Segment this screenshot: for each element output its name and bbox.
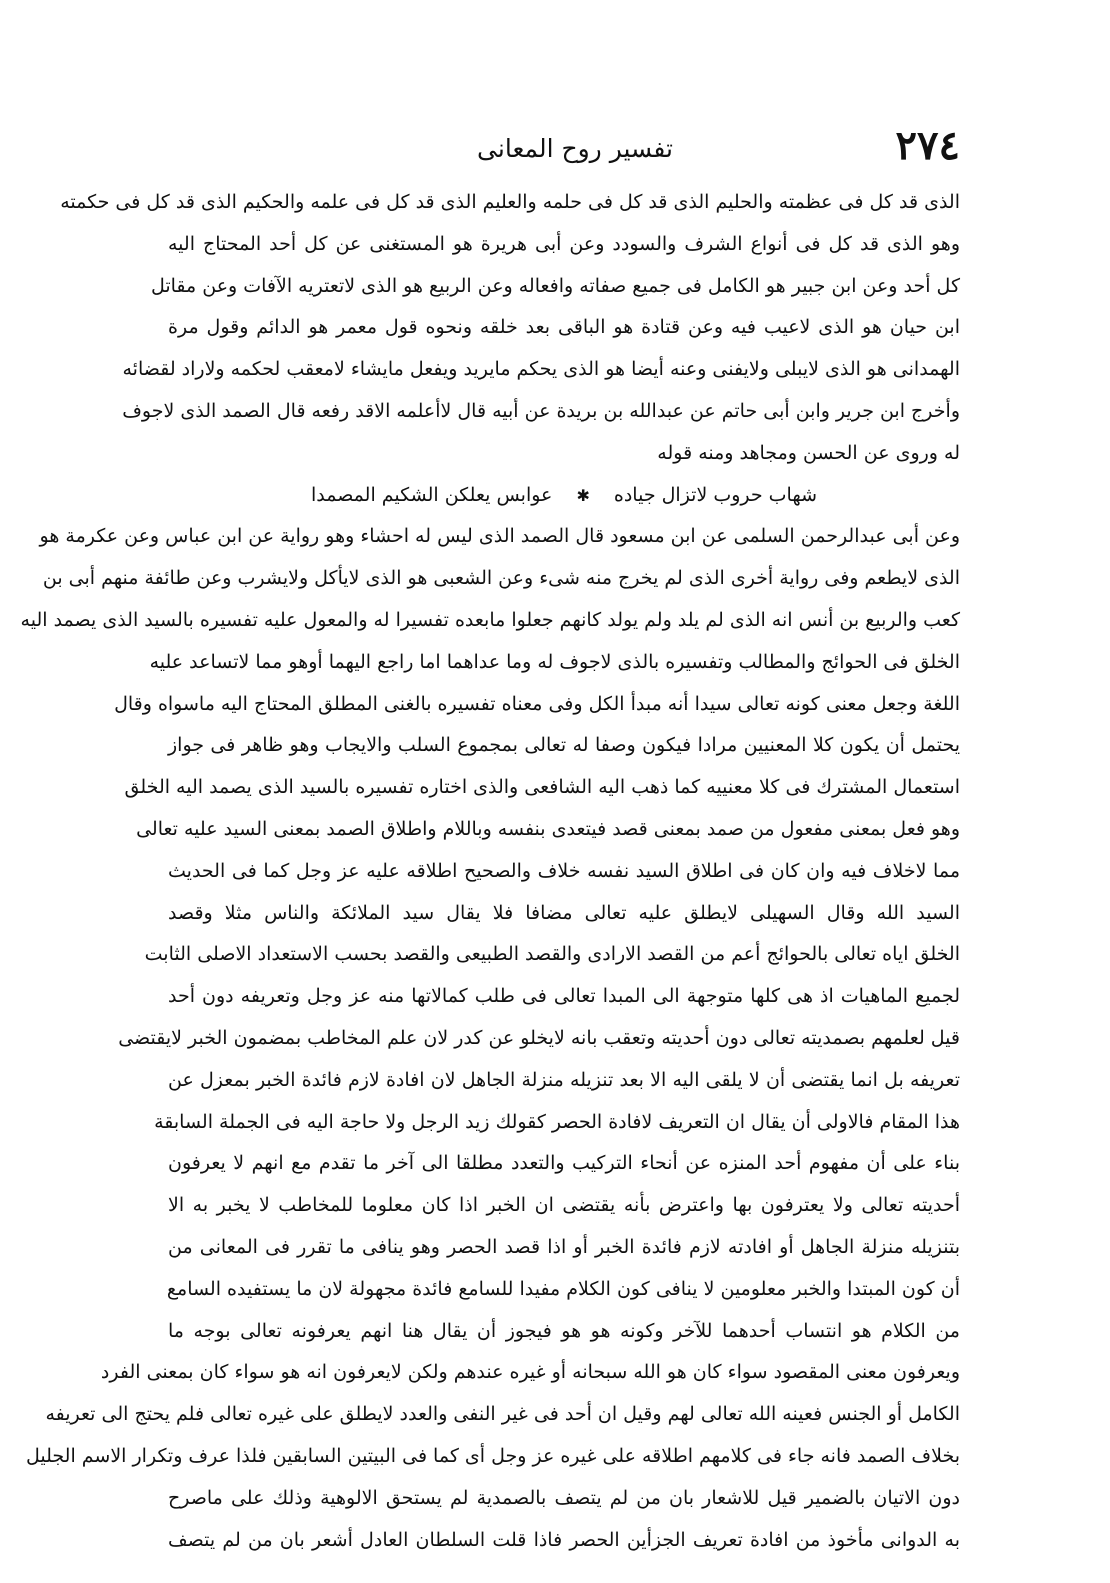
text-line: وهو فعل بمعنى مفعول من صمد بمعنى قصد فيتعدى بنفسه وباللام واطلاق الصمد بمعنى السيد عليه تعالى bbox=[136, 817, 960, 840]
text-line: به الدوانى مأخوذ من افادة تعريف الجزأين الحصر فاذا قلت السلطان العادل أشعر بان من لم يتصف bbox=[168, 1528, 960, 1551]
text-line: هذا المقام فالاولى أن يقال ان التعريف لافادة الحصر كقولك زيد الرجل ولا حاجة اليه فى الجملة السابقة bbox=[154, 1110, 960, 1133]
text-line: تعريفه بل انما يقتضى أن لا يلقى اليه الا بعد تنزيله منزلة الجاهل لان افادة لازم فائدة الخبر بمعزل عن bbox=[168, 1068, 960, 1091]
text-line: أن كون المبتدا والخبر معلومين لا ينافى كون الكلام مفيدا للسامع فائدة مجهولة لان ما يستفيده السامع bbox=[166, 1277, 960, 1300]
text-line: الهمدانى هو الذى لايبلى ولايفنى وعنه أيضا هو الذى يحكم مايريد ويفعل مايشاء لامعقب لحكمه ولاراد لقضائه bbox=[122, 358, 960, 381]
text-line: وعن أبى عبدالرحمن السلمى عن ابن مسعود قال الصمد الذى ليس له احشاء وهو رواية عن ابن عباس وعن عكرمة هو bbox=[39, 525, 960, 548]
text-line: السيد الله وقال السهيلى لايطلق عليه تعالى مضافا فلا يقال سيد الملائكة والناس مثلا وقصد bbox=[168, 901, 960, 924]
verse-separator-star-icon: ✱ bbox=[576, 485, 590, 505]
text-line: كعب والربيع بن أنس انه الذى لم يلد ولم يولد كانهم جعلوا مابعده تفسيرا له والمعول عليه تفسيره بالسيد الذى يصمد اليه bbox=[20, 608, 960, 631]
text-line: الخلق اياه تعالى بالحوائج أعم من القصد الارادى والقصد الطبيعى والقصد بحسب الاستعداد الاصلى الثابت bbox=[144, 943, 960, 966]
text-line: استعمال المشترك فى كلا معنييه كما ذهب اليه الشافعى والذى اختاره تفسيره بالسيد الذى يصمد اليه الخلق bbox=[124, 776, 960, 799]
text-line: الخلق فى الحوائج والمطالب وتفسيره بالذى لاجوف له وما عداهما اما راجع اليهما أوهو مما لاتساعد عليه bbox=[149, 650, 960, 673]
text-line: كل أحد وعن ابن جبير هو الكامل فى جميع صفاته وافعاله وعن الربيع هو الذى لاتعتريه الآفات وعن مقاتل bbox=[150, 274, 960, 297]
text-line: الكامل أو الجنس فعينه الله تعالى لهم وقيل ان أحد فى غير النفى والعدد لايطلق على غيره تعالى فلم يحتج الى تعريفه bbox=[45, 1403, 960, 1426]
text-line: أحديته تعالى ولا يعترفون بها واعترض بأنه يقتضى ان الخبر اذا كان معلوما للمخاطب لا يخبر به الا bbox=[168, 1194, 960, 1217]
text-line: بخلاف الصمد فانه جاء فى كلامهم اطلاقه على غيره عز وجل أى كما فى البيتين السابقين فلذا عرف وتكرار الاسم الجليل bbox=[26, 1444, 960, 1467]
page-header bbox=[190, 120, 960, 190]
text-line: ابن حيان هو الذى لاعيب فيه وعن قتادة هو الباقى بعد خلقه ونحوه قول معمر هو الدائم وقول مرة bbox=[168, 316, 960, 339]
text-line: اللغة وجعل معنى كونه تعالى سيدا أنه مبدأ الكل وفى معناه تفسيره بالغنى المطلق المحتاج اليه ماسواه وقال bbox=[114, 692, 960, 715]
text-line: الذى قد كل فى عظمته والحليم الذى قد كل فى حلمه والعليم الذى قد كل فى علمه والحكيم الذى قد كل فى حكمته bbox=[60, 191, 960, 213]
page-number: ٢٧٤ bbox=[895, 122, 960, 169]
body-text bbox=[20, 182, 960, 1561]
text-line: بتنزيله منزلة الجاهل أو افادته لازم فائدة الخبر أو اذا قصد الحصر وهو ينافى ما تقرر فى المعانى من bbox=[168, 1235, 960, 1258]
text-line: بناء على أن مفهوم أحد المنزه عن أنحاء التركيب والتعدد مطلقا الى آخر ما تقدم مع انهم لا يعرفون bbox=[168, 1152, 960, 1175]
text-line: وأخرج ابن جرير وابن أبى حاتم عن عبدالله بن بريدة عن أبيه قال لاأعلمه الاقد رفعه قال الصمد الذى لاجوف bbox=[122, 399, 960, 422]
text-line: قيل لعلمهم بصمديته تعالى دون أحديته وتعقب بانه لايخلو عن كدر لان علم المخاطب بمضمون الخبر لايقتضى bbox=[118, 1026, 960, 1049]
text-line: مما لاخلاف فيه وان كان فى اطلاق السيد نفسه خلاف والصحيح اطلاقه عليه عز وجل كما فى الحديث bbox=[168, 859, 960, 882]
verse-first-hemistich: شهاب حروب لاتزال جياده bbox=[613, 483, 818, 506]
text-line: وهو الذى قد كل فى أنواع الشرف والسودد وعن أبى هريرة هو المستغنى عن كل أحد المحتاج اليه bbox=[168, 232, 960, 255]
text-line: من الكلام هو انتساب أحدهما للآخر وكونه هو هو فيجوز أن يقال هنا انهم يعرفونه تعالى بوجه ما bbox=[168, 1319, 960, 1342]
text-line: له وروى عن الحسن ومجاهد ومنه قوله bbox=[657, 441, 960, 464]
verse-second-hemistich: عوابس يعلكن الشكيم المصمدا bbox=[310, 483, 553, 506]
text-line: دون الاتيان بالضمير قيل للاشعار بان من لم يتصف بالصمدية لم يستحق الالوهية وذلك على ماصرح bbox=[168, 1486, 960, 1509]
poetry-verse bbox=[168, 475, 960, 517]
text-line: ويعرفون معنى المقصود سواء كان هو الله سبحانه أو غيره عندهم ولكن لايعرفون انه هو سواء كان بمعنى الفرد bbox=[100, 1361, 960, 1384]
running-title: تفسير روح المعانى bbox=[477, 134, 673, 163]
text-line: لجميع الماهيات اذ هى كلها متوجهة الى المبدا تعالى فى طلب كمالاتها منه عز وجل وتعريفه دون أحد bbox=[168, 985, 960, 1008]
text-line: يحتمل أن يكون كلا المعنيين مرادا فيكون وصفا له تعالى بمجموع السلب والايجاب وهو ظاهر فى جواز bbox=[168, 734, 960, 757]
text-line: الذى لايطعم وفى رواية أخرى الذى لم يخرج منه شىء وعن الشعبى هو الذى لايأكل ولايشرب وعن طائفة منهم أبى بن bbox=[42, 567, 960, 590]
